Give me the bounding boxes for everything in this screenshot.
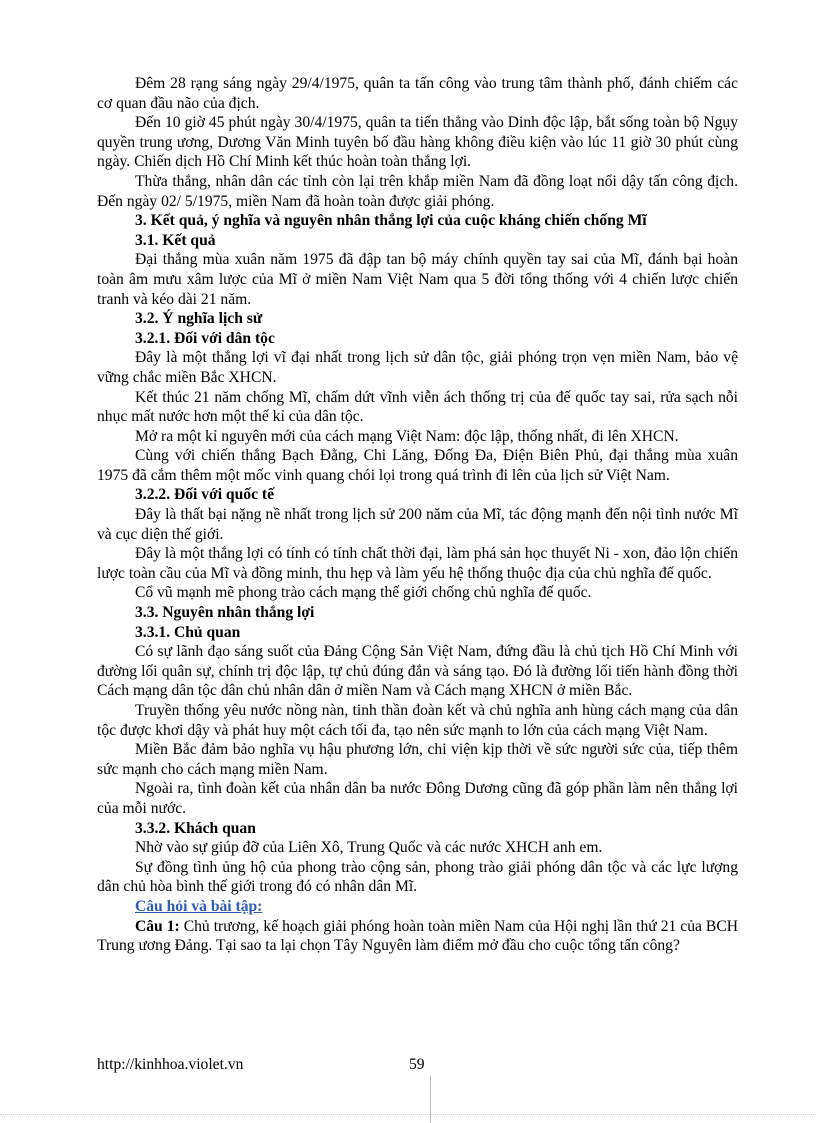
- question-1-text: Chủ trương, kế hoạch giải phóng hoàn toàn miền Nam của Hội nghị lần thứ 21 của BCH Trung ương Đảng. Tại sao ta lại chọn Tây Nguyên làm điểm mở đầu cho cuộc tổng tấn công?: [97, 917, 738, 955]
- section-heading: 3.3. Nguyên nhân thắng lợi: [135, 604, 315, 622]
- page-body: [97, 74, 738, 956]
- body-paragraph: Miền Bắc đảm bảo nghĩa vụ hậu phương lớn, chi viện kịp thời về sức người sức của, tiếp thêm sức mạnh cho cách mạng miền Nam.: [97, 741, 738, 778]
- question-1-label: Câu 1:: [135, 917, 180, 935]
- section-heading: 3.2.2. Đối với quốc tế: [135, 486, 275, 504]
- section-heading: 3. Kết quả, ý nghĩa và nguyên nhân thắng lợi của cuộc kháng chiến chống Mĩ: [135, 212, 647, 230]
- page-break-marker: [430, 1076, 431, 1123]
- body-paragraph: Ngoài ra, tình đoàn kết của nhân dân ba nước Đông Dương cũng đã góp phần làm nên thắng lợi của mỗi nước.: [97, 780, 738, 817]
- body-paragraph: Có sự lãnh đạo sáng suốt của Đảng Cộng Sản Việt Nam, đứng đầu là chủ tịch Hồ Chí Minh với đường lối quân sự, chính trị độc lập, tự chủ đúng đắn và sáng tạo. Đó là đường lối tiến hành đồng thời Cách mạng dân tộc dân chủ nhân dân ở miền Nam và Cách mạng XHCN ở miền Bắc.: [97, 643, 738, 700]
- question-1: [97, 917, 738, 956]
- body-paragraph: Đại thắng mùa xuân năm 1975 đã đập tan bộ máy chính quyền tay sai của Mĩ, đánh bại hoàn toàn âm mưu xâm lược của Mĩ ở miền Nam Việt Nam qua 5 đời tổng thống với 4 chiến lược chiến tranh và kéo dài 21 năm.: [97, 251, 738, 308]
- section-heading: 3.3.2. Khách quan: [135, 819, 256, 837]
- body-paragraph: Sự đồng tình ủng hộ của phong trào cộng sản, phong trào giải phóng dân tộc và các lực lượng dân chủ hòa bình thế giới trong đó có nhân dân Mĩ.: [97, 858, 738, 896]
- body-paragraph: Nhờ vào sự giúp đỡ của Liên Xô, Trung Quốc và các nước XHCH anh em.: [135, 839, 603, 857]
- body-paragraph: Đây là một thắng lợi có tính có tính chất thời đại, làm phá sản học thuyết Ni - xon, đảo lộn chiến lược toàn cầu của Mĩ và đồng minh, thu hẹp và làm yếu hệ thống thuộc địa của chủ nghĩa đế quốc.: [97, 545, 738, 582]
- body-paragraph: Mở ra một kỉ nguyên mới của cách mạng Việt Nam: độc lập, thống nhất, đi lên XHCN.: [135, 427, 679, 445]
- page-bottom-dotted-line: [0, 1114, 816, 1115]
- page-footer: [97, 1056, 738, 1076]
- footer-website: http://kinhhoa.violet.vn: [97, 1056, 244, 1073]
- body-paragraph: Đến 10 giờ 45 phút ngày 30/4/1975, quân ta tiến thẳng vào Dinh độc lập, bắt sống toàn bộ Ngụy quyền trung ương, Dương Văn Minh tuyên bố đầu hàng không điều kiện vào lúc 11 giờ 30 phút cùng ngày. Chiến dịch Hồ Chí Minh kết thúc hoàn toàn thắng lợi.: [97, 114, 738, 171]
- section-heading: 3.2. Ý nghĩa lịch sử: [135, 310, 263, 328]
- page-number: 59: [409, 1056, 425, 1073]
- questions-heading[interactable]: Câu hỏi và bài tập:: [135, 897, 263, 915]
- body-paragraph: Truyền thống yêu nước nồng nàn, tinh thần đoàn kết và chủ nghĩa anh hùng cách mạng của dân tộc được khơi dậy và phát huy một cách tối đa, tạo nên sức mạnh to lớn của cách mạng Việt Nam.: [97, 702, 738, 739]
- body-paragraph: Đêm 28 rạng sáng ngày 29/4/1975, quân ta tấn công vào trung tâm thành phố, đánh chiếm các cơ quan đầu não của địch.: [97, 75, 738, 112]
- body-paragraph: Cổ vũ mạnh mẽ phong trào cách mạng thế giới chống chủ nghĩa đế quốc.: [135, 584, 592, 602]
- body-paragraph: Đây là thất bại nặng nề nhất trong lịch sử 200 năm của Mĩ, tác động mạnh đến nội tình nước Mĩ và cục diện thế giới.: [97, 506, 738, 543]
- section-heading: 3.3.1. Chủ quan: [135, 623, 241, 641]
- section-heading: 3.1. Kết quả: [135, 231, 216, 249]
- section-heading: 3.2.1. Đối với dân tộc: [135, 329, 275, 347]
- body-paragraph: Đây là một thắng lợi vĩ đại nhất trong lịch sử dân tộc, giải phóng trọn vẹn miền Nam, bảo vệ vững chắc miền Bắc XHCN.: [97, 349, 738, 386]
- body-paragraph: Kết thúc 21 năm chống Mĩ, chấm dứt vĩnh viễn ách thống trị của đế quốc tay sai, rửa sạch nỗi nhục mất nước hơn một thế kỉ của dân tộc.: [97, 388, 738, 426]
- body-paragraph: Thừa thắng, nhân dân các tỉnh còn lại trên khắp miền Nam đã đồng loạt nổi dậy tấn công địch. Đến ngày 02/ 5/1975, miền Nam đã hoàn toàn được giải phóng.: [97, 172, 738, 210]
- paragraph-list: [97, 74, 738, 897]
- body-paragraph: Cùng với chiến thắng Bạch Đằng, Chi Lăng, Đống Đa, Điện Biên Phủ, đại thắng mùa xuân 1975 đã cắm thêm một mốc vinh quang chói lọi trong quá trình đi lên của lịch sử Việt Nam.: [97, 447, 738, 484]
